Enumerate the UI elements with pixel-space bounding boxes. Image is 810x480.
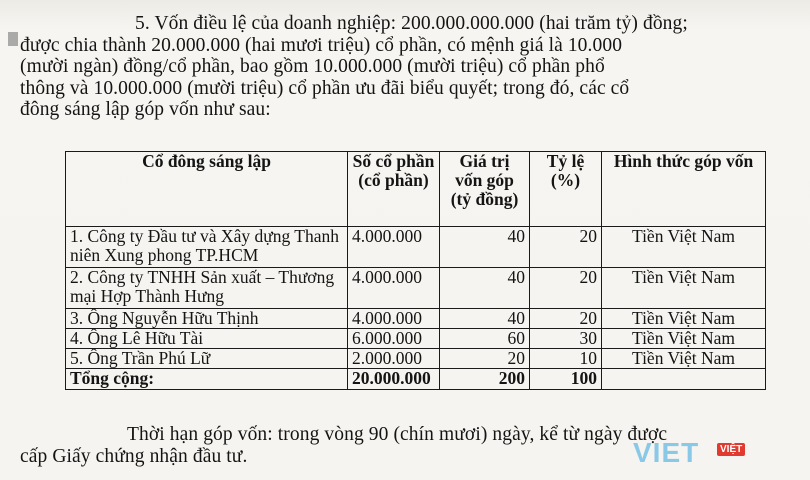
table-row <box>66 349 766 369</box>
value-cell: 40 <box>440 227 530 268</box>
ratio-cell: 20 <box>530 309 602 329</box>
method-cell: Tiền Việt Nam <box>602 329 766 349</box>
shares-cell: 4.000.000 <box>348 268 440 309</box>
founding-shareholders-table <box>65 151 766 390</box>
total-shares: 20.000.000 <box>348 369 440 390</box>
paragraph-line: (mười ngàn) đồng/cổ phần, bao gồm 10.000.000 (mười triệu) cổ phần phổ <box>20 56 605 78</box>
header-contribution-method: Hình thức góp vốn <box>602 152 766 227</box>
paragraph-line: đông sáng lập góp vốn như sau: <box>20 99 271 121</box>
header-ratio: Tỷ lệ (%) <box>530 152 602 227</box>
ratio-cell: 10 <box>530 349 602 369</box>
table-row <box>66 329 766 349</box>
table-row <box>66 268 766 309</box>
shares-cell: 4.000.000 <box>348 227 440 268</box>
shareholder-name: 1. Công ty Đầu tư và Xây dựng Thanh niên Xung phong TP.HCM <box>66 227 348 268</box>
total-method <box>602 369 766 390</box>
ratio-cell: 30 <box>530 329 602 349</box>
header-shares: Số cổ phần (cổ phần) <box>348 152 440 227</box>
value-cell: 20 <box>440 349 530 369</box>
watermark-badge-icon: VIỆT <box>717 443 745 456</box>
total-ratio: 100 <box>530 369 602 390</box>
method-cell: Tiền Việt Nam <box>602 349 766 369</box>
method-cell: Tiền Việt Nam <box>602 227 766 268</box>
header-contribution-value: Giá trị vốn góp (tỷ đồng) <box>440 152 530 227</box>
total-value: 200 <box>440 369 530 390</box>
scan-margin-mark <box>8 32 18 46</box>
value-cell: 60 <box>440 329 530 349</box>
paragraph-line: cấp Giấy chứng nhận đầu tư. <box>20 445 248 467</box>
paragraph-line: Thời hạn góp vốn: trong vòng 90 (chín mươi) ngày, kể từ ngày được <box>127 424 668 445</box>
shareholder-name: 2. Công ty TNHH Sản xuất – Thương mại Hợp Thành Hưng <box>66 268 348 309</box>
shareholder-name: 3. Ông Nguyễn Hữu Thịnh <box>66 309 348 329</box>
table-row <box>66 309 766 329</box>
paragraph-line: được chia thành 20.000.000 (hai mươi triệu) cổ phần, có mệnh giá là 10.000 <box>20 34 623 56</box>
value-cell: 40 <box>440 268 530 309</box>
table-header-row <box>66 152 766 227</box>
paragraph-line: thông và 10.000.000 (mười triệu) cổ phần ưu đãi biểu quyết; trong đó, các cổ <box>20 77 630 99</box>
vietnamnet-watermark-logo <box>633 437 773 471</box>
shareholder-name: 4. Ông Lê Hữu Tài <box>66 329 348 349</box>
shareholder-name: 5. Ông Trần Phú Lữ <box>66 349 348 369</box>
table-row <box>66 227 766 268</box>
total-label: Tổng cộng: <box>66 369 348 390</box>
shares-cell: 6.000.000 <box>348 329 440 349</box>
shares-cell: 2.000.000 <box>348 349 440 369</box>
header-shareholder: Cổ đông sáng lập <box>66 152 348 227</box>
paragraph-line: 5. Vốn điều lệ của doanh nghiệp: 200.000.000.000 (hai trăm tỷ) đồng; <box>135 13 688 34</box>
charter-capital-paragraph <box>20 13 790 121</box>
value-cell: 40 <box>440 309 530 329</box>
table-total-row <box>66 369 766 390</box>
ratio-cell: 20 <box>530 268 602 309</box>
ratio-cell: 20 <box>530 227 602 268</box>
shares-cell: 4.000.000 <box>348 309 440 329</box>
method-cell: Tiền Việt Nam <box>602 309 766 329</box>
watermark-viet-icon: VIET <box>633 437 700 468</box>
method-cell: Tiền Việt Nam <box>602 268 766 309</box>
